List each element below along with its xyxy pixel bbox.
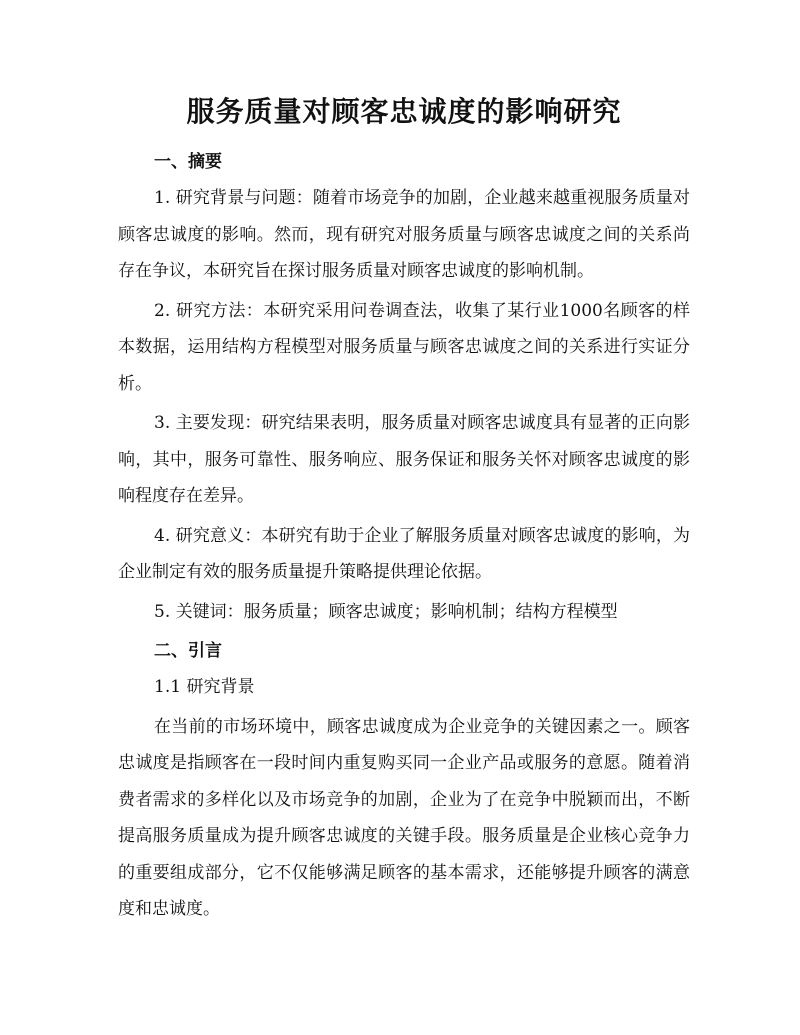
- section-heading-abstract: 一、摘要: [154, 152, 222, 172]
- abstract-item-keywords: 5. 关键词：服务质量；顾客忠诚度；影响机制；结构方程模型: [154, 601, 618, 622]
- abstract-item-background: 1. 研究背景与问题：随着市场竞争的加剧，企业越来越重视服务质量对顾客忠诚度的影响。然而，现有研究对服务质量与顾客忠诚度之间的关系尚存在争议，本研究旨在探讨服务质量对顾客忠诚度的影响机制。: [118, 188, 690, 281]
- document-page: [118, 88, 690, 931]
- section-heading-introduction: 二、引言: [154, 641, 222, 661]
- subsection-heading-background: 1.1 研究背景: [154, 677, 255, 697]
- abstract-item-findings: 3. 主要发现：研究结果表明，服务质量对顾客忠诚度具有显著的正向影响，其中，服务可靠性、服务响应、服务保证和服务关怀对顾客忠诚度的影响程度存在差异。: [118, 413, 690, 506]
- abstract-item-significance: 4. 研究意义：本研究有助于企业了解服务质量对顾客忠诚度的影响，为企业制定有效的服务质量提升策略提供理论依据。: [118, 525, 690, 582]
- abstract-item-method: 2. 研究方法：本研究采用问卷调查法，收集了某行业1000名顾客的样本数据，运用结构方程模型对服务质量与顾客忠诚度之间的关系进行实证分析。: [118, 300, 690, 394]
- document-title: 服务质量对顾客忠诚度的影响研究: [186, 95, 622, 128]
- introduction-paragraph: 在当前的市场环境中，顾客忠诚度成为企业竞争的关键因素之一。顾客忠诚度是指顾客在一段时间内重复购买同一企业产品或服务的意愿。随着消费者需求的多样化以及市场竞争的加剧，企业为了在竞争中脱颖而出，不断提高服务质量成为提升顾客忠诚度的关键手段。服务质量是企业核心竞争力的重要组成部分，它不仅能够满足顾客的基本需求，还能够提升顾客的满意度和忠诚度。: [118, 716, 690, 919]
